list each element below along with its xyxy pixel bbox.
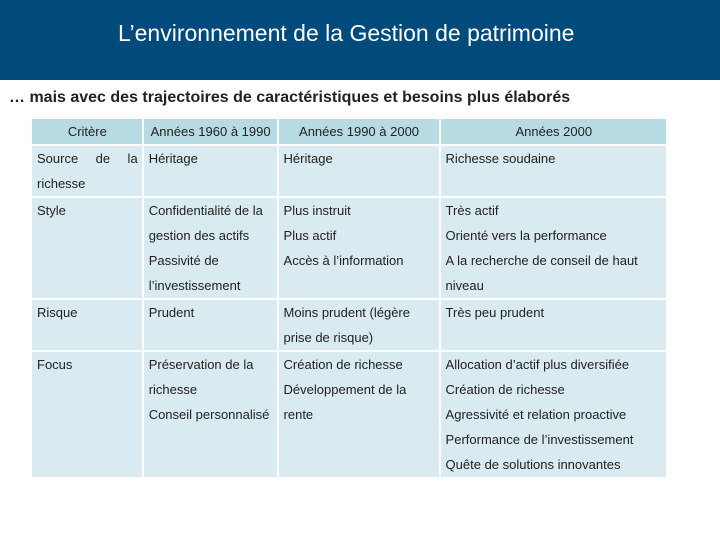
cell-line: Héritage — [148, 151, 198, 166]
table-row — [32, 300, 666, 350]
cell-1990 — [279, 146, 439, 196]
cell-line: Plus actif — [283, 228, 337, 243]
cell-line: Performance de l’investissement — [445, 432, 634, 447]
cell-line: Très peu prudent — [445, 305, 545, 320]
cell-2000 — [441, 146, 666, 196]
cell-line: Moins prudent (légère prise de risque) — [283, 305, 410, 345]
header-2000: Années 2000 — [441, 119, 666, 144]
table-row — [32, 146, 666, 196]
slide-header — [0, 0, 720, 80]
cell-line: Allocation d’actif plus diversifiée — [445, 357, 630, 372]
cell-1960 — [144, 146, 277, 196]
cell-line: Accès à l’information — [283, 253, 404, 268]
table-row — [32, 352, 666, 477]
cell-line: Très actif — [445, 203, 499, 218]
cell-line: Création de richesse — [445, 382, 565, 397]
header-critere: Critère — [32, 119, 142, 144]
cell-1960 — [144, 300, 277, 350]
cell-2000 — [441, 198, 666, 298]
cell-line: Développement de la rente — [283, 382, 407, 422]
header-1990-2000: Années 1990 à 2000 — [279, 119, 439, 144]
cell-line: Passivité de l’investissement — [148, 253, 241, 293]
cell-2000 — [441, 300, 666, 350]
cell-line: Préservation de la richesse — [148, 357, 254, 397]
cell-line: A la recherche de conseil de haut niveau — [445, 253, 638, 293]
slide-subtitle: … mais avec des trajectoires de caractéristiques et besoins plus élaborés — [9, 89, 571, 106]
cell-line: Prudent — [148, 305, 195, 320]
cell-line: Confidentialité de la gestion des actifs — [148, 203, 263, 243]
table-header-row — [32, 119, 666, 144]
cell-1990 — [279, 352, 439, 477]
cell-1960 — [144, 352, 277, 477]
cell-line: Richesse soudaine — [445, 151, 556, 166]
cell-line: Orienté vers la performance — [445, 228, 607, 243]
header-1960-1990: Années 1960 à 1990 — [144, 119, 277, 144]
cell-line: Conseil personnalisé — [148, 407, 270, 422]
cell-line: Agressivité et relation proactive — [445, 407, 627, 422]
criterion-cell: Risque — [32, 300, 142, 350]
comparison-table — [30, 117, 668, 479]
cell-1990 — [279, 198, 439, 298]
cell-line: Quête de solutions innovantes — [445, 457, 621, 472]
criterion-cell: Focus — [32, 352, 142, 477]
criterion-cell: Source de la richesse — [32, 146, 142, 196]
cell-1990 — [279, 300, 439, 350]
criterion-cell: Style — [32, 198, 142, 298]
table-row — [32, 198, 666, 298]
cell-1960 — [144, 198, 277, 298]
cell-2000 — [441, 352, 666, 477]
cell-line: Plus instruit — [283, 203, 351, 218]
cell-line: Création de richesse — [283, 357, 403, 372]
slide-title: L’environnement de la Gestion de patrimoine — [118, 20, 575, 46]
cell-line: Héritage — [283, 151, 333, 166]
